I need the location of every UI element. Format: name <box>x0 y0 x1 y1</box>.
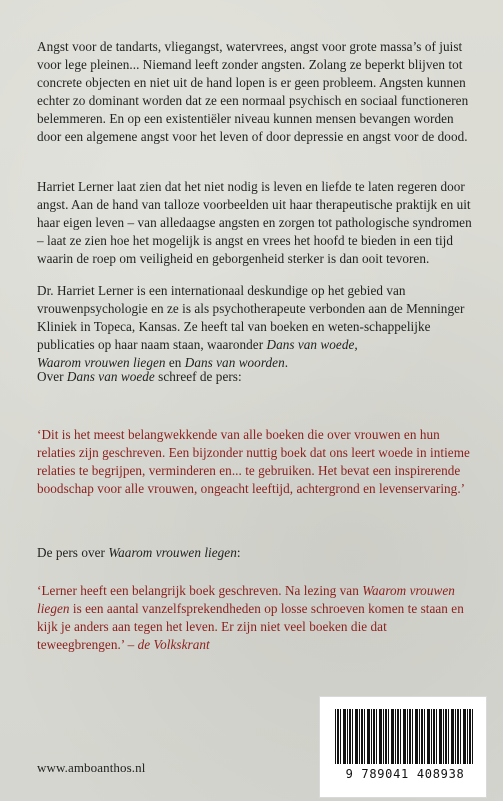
book-title-dans-van-woede: Dans van woede, <box>266 337 358 352</box>
book-title-waarom-vrouwen-liegen: Waarom vrouwen liegen <box>37 355 166 370</box>
review-quote-2-part2: is een aantal vanzelfsprekendheden op losse schroeven komen te staan en kijk je anders aan tegen het leven. Er zijn niet veel boeken die dat teweegbrengen.’ – <box>37 601 464 652</box>
review-quote-2-part1: ‘Lerner heeft een belangrijk boek geschreven. Na lezing van <box>37 583 363 598</box>
review-heading-2-title: Waarom vrouwen liegen <box>108 545 237 560</box>
review-heading-1-prefix: Over <box>37 369 67 384</box>
barcode-label <box>319 696 487 798</box>
review-quote-2-source: de Volkskrant <box>137 637 210 652</box>
author-bio-text-connector: en <box>165 355 185 370</box>
review-quote-2-book-title: Waarom vrouwen liegen <box>37 583 455 616</box>
author-bio-text-end: . <box>284 355 289 370</box>
review-heading-1-title: Dans van woede <box>66 369 155 384</box>
review-heading-2-prefix: De pers over <box>37 545 109 560</box>
barcode-number: 9 789041 408938 <box>345 767 465 781</box>
author-bio-text: Dr. Harriet Lerner is een internationaal deskundige op het gebied van vrouwenpsychologie en ze is als psychotherapeute verbonden aan de Menninger Kliniek in Topeca, Kansas. Ze heeft tal van boeken en weten-schappelijke publicaties op haar naam staan, waaronder <box>37 283 465 352</box>
review-quote-1: ‘Dit is het meest belangwekkende van alle boeken die over vrouwen en hun relaties zijn geschreven. Een bijzonder nuttig boek dat ons leert woede in intieme relaties te begrijpen, verminderen en... te gebruiken. Het bevat een inspirerende boodschap voor alle vrouwen, ongeacht leeftijd, achtergrond en levenservaring.’ <box>37 427 470 496</box>
review-heading-2-suffix: : <box>236 545 241 560</box>
publisher-website: www.amboanthos.nl <box>37 760 146 775</box>
barcode-icon <box>335 709 475 764</box>
review-heading-2 <box>37 544 477 562</box>
intro-paragraph: Angst voor de tandarts, vliegangst, watervrees, angst voor grote massa’s of juist voor lege pleinen... Niemand leeft zonder angsten. Zolang ze beperkt blijven tot concrete objecten en niet uit de hand lopen is er geen probleem. Angsten kunnen echter zo dominant worden dat ze een normaal psychisch en sociaal functioneren belemmeren. En op een existentiëler niveau kunnen mensen bevangen worden door een algemene angst voor het leven of door depressie en angst voor de dood. <box>37 39 469 144</box>
author-bio-paragraph <box>37 282 477 372</box>
book-title-dans-van-woorden: Dans van woorden <box>184 355 285 370</box>
lerner-overview-paragraph: Harriet Lerner laat zien dat het niet nodig is leven en liefde te laten regeren door angst. Aan de hand van talloze voorbeelden uit haar therapeutische praktijk en uit haar eigen leven – van alledaagse angsten en zorgen tot pathologische syndromen – laat ze zien hoe het mogelijk is angst en vrees het hoofd te bieden in een tijd waarin de roep om veiligheid en geborgenheid sterker is dan ooit tevoren. <box>37 179 472 266</box>
review-quote-2 <box>37 582 477 654</box>
review-heading-1-suffix: schreef de pers: <box>154 369 242 384</box>
review-heading-1 <box>37 368 477 386</box>
